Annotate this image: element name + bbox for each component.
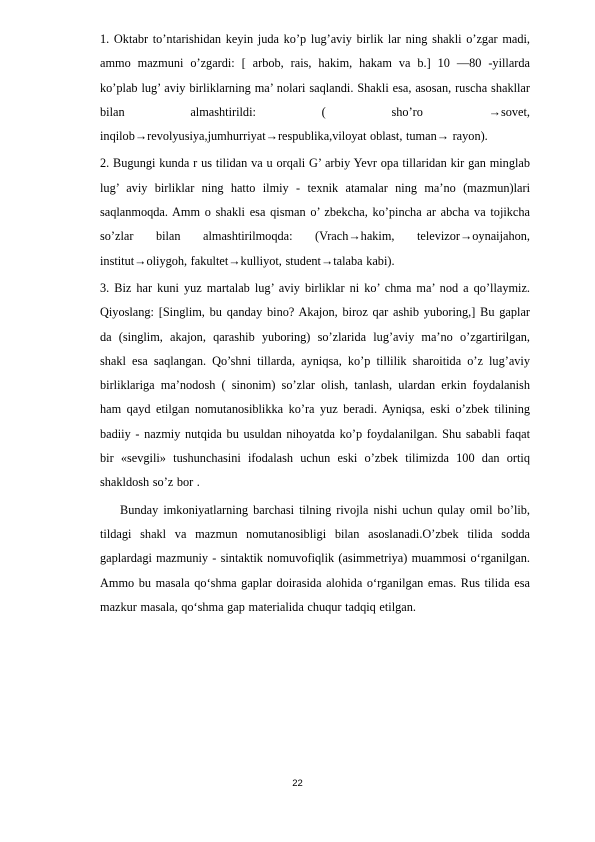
page-number: 22 [292,778,303,789]
paragraph-4: Bunday imkoniyatlarning barchasi tilning rivojla nishi uchun qulay omil bo’lib, tildagi shakl va mazmun nomutanosibligi bilan asoslanadi.O’zbek tilida sodda gaplardagi mazmuniy - sintaktik nomuvofiqlik (asimmetriya) muammosi o‘rganilgan. Ammo bu masala qo‘shma gaplar doirasida alohida o‘rganilgan emas. Rus tilida esa mazkur masala, qo‘shma gap materialida chuqur tadqiq etilgan. [100,502,530,614]
body-text [100,27,530,622]
paragraph-1: 1. Oktabr to’ntarishidan keyin juda ko’p lug’aviy birlik lar ning shakli o’zgar madi, ammo mazmuni o’zgardi: [ arbob, rais, hakim, hakam va b.] 10 —80 -yillarda ko’plab lug’ aviy birliklarning ma’ nolari saqlandi. Shakli esa, asosan, ruscha shakllar bilan almashtirildi: ( sho’ro →sovet, inqilob→revolyusiya,jumhurriyat→respublika,viloyat oblast, tuman→ rayon). [100,32,530,144]
paragraph-2: 2. Bugungi kunda r us tilidan va u orqali G’ arbiy Yevr opa tillaridan kir gan minglab lug’ aviy birliklar ning hatto ilmiy - texnik atamalar ning ma’no (mazmun)lari saqlanmoqda. Amm o shakli esa qisman o’ zbekcha, ko’pincha ar abcha va tojikcha so’zlar bilan almashtirilmoqda: (Vrach→hakim, televizor→oynaijahon, institut→oliygoh, fakultet→kulliyot, student→talaba kabi). [100,156,530,268]
paragraph-3: 3. Biz har kuni yuz martalab lug’ aviy birliklar ni ko’ chma ma’ nod a qo’llaymiz. Qiyoslang: [Singlim, bu qanday bino? Akajon, biroz qar ashib yuboring,] Bu gaplar da (singlim, akajon, qarashib yuboring) so’zlarida lug’aviy ma’no o’zgartirilgan, shakl esa saqlangan. Qo’shni tillarda, ayniqsa, ko’p tillilik sharoitida o’z lug’aviy birliklariga ma’nodosh ( sinonim) so’zlar olish, tanlash, ulardan erkin foydalanish ham qayd etilgan nomutanosiblikka ko’ra yuz beradi. Ayniqsa, eski o’zbek tilining badiiy - nazmiy nutqida bu usuldan nihoyatda ko’p foydalanilgan. Shu sababli faqat bir «sevgili» tushunchasini ifodalash uchun eski o’zbek tilimizda 100 dan ortiq shakldosh so’z bor . [100,280,530,490]
